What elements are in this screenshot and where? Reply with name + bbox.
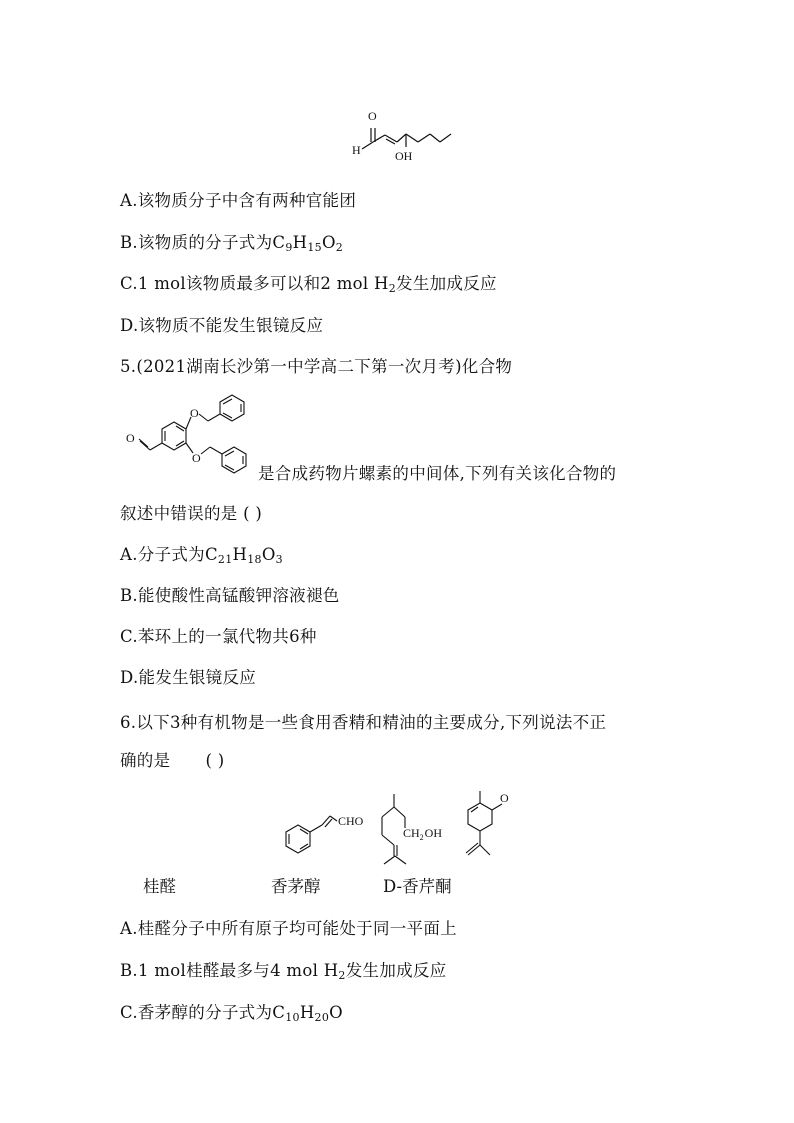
q6-option-b — [120, 960, 447, 982]
formula-element: C — [272, 1003, 286, 1022]
formula-element: C — [204, 545, 218, 564]
q6-ch2oh-ch: CH — [403, 826, 420, 840]
q6-answer-paren: ( ) — [205, 751, 225, 770]
q4-option-d: D.该物质不能发生银镜反应 — [120, 316, 324, 335]
formula-subscript: 2 — [338, 969, 346, 982]
q6-stem-line-2 — [120, 750, 225, 772]
formula-element: O — [261, 545, 276, 564]
formula-subscript: 20 — [314, 1011, 330, 1024]
formula-subscript: 3 — [275, 553, 283, 566]
formula-subscript: 9 — [285, 241, 293, 254]
q5-stem-line-3: 叙述中错误的是 ( ) — [120, 504, 263, 523]
q4-option-b — [120, 232, 343, 254]
q5-option-d: D.能发生银镜反应 — [120, 668, 257, 687]
q5-aldehyde-oxygen-label: O — [126, 431, 135, 445]
formula-element: C — [272, 233, 286, 252]
q6-caption-cinnamaldehyde: 桂醛 — [143, 877, 176, 896]
q4-molecule-structure — [340, 104, 460, 174]
q6-stem-line-1: 6.以下3种有机物是一些食用香精和精油的主要成分,下列说法不正 — [120, 713, 607, 732]
q5-stem-line-2: 是合成药物片螺素的中间体,下列有关该化合物的 — [258, 464, 617, 483]
formula-element: H — [292, 233, 308, 252]
q5-option-a-text: A.分子式为 — [120, 545, 205, 564]
q4-oxygen-label: O — [368, 109, 377, 123]
q5-option-c: C.苯环上的一氯代物共6种 — [120, 627, 317, 646]
q6-option-b-text: B.1 mol桂醛最多与4 mol H — [120, 961, 339, 980]
formula-subscript: 18 — [247, 553, 262, 566]
formula-element: O — [321, 233, 336, 252]
formula-subscript: 15 — [307, 241, 322, 254]
q6-ch2oh-oh: OH — [424, 826, 443, 840]
formula-subscript: 21 — [217, 553, 233, 566]
q4-option-c — [120, 273, 497, 295]
q6-option-c-text: C.香茅醇的分子式为 — [120, 1003, 273, 1022]
q6-cho-label: CHO — [338, 814, 364, 828]
q6-caption-carvone: D-香芹酮 — [383, 877, 452, 896]
q6-ch2oh-sub: 2 — [419, 833, 424, 842]
q6-option-a: A.桂醛分子中所有原子均可能处于同一平面上 — [120, 919, 457, 938]
formula-subscript: 2 — [388, 282, 397, 295]
q6-option-c — [120, 1002, 343, 1024]
q4-option-c-text: C.1 mol该物质最多可以和2 mol H — [120, 274, 389, 293]
formula-element: O — [329, 1003, 343, 1022]
formula-subscript: 10 — [285, 1011, 300, 1024]
q6-caption-citronellol: 香茅醇 — [271, 877, 321, 896]
q5-molecule-structure — [124, 392, 258, 482]
q6-carvone-structure — [458, 785, 528, 865]
q4-option-c-suffix: 发生加成反应 — [396, 274, 497, 293]
formula-subscript: 2 — [335, 241, 344, 254]
q4-option-a: A.该物质分子中含有两种官能团 — [120, 191, 357, 210]
formula-element: H — [299, 1003, 315, 1022]
q5-option-a — [120, 544, 283, 566]
q4-hydroxyl-label: OH — [395, 149, 413, 163]
q6-cinnamaldehyde-structure — [280, 808, 372, 868]
q4-hydrogen-label: H — [352, 143, 361, 157]
q5-stem-line-1: 5.(2021湖南长沙第一中学高二下第一次月考)化合物 — [120, 357, 513, 376]
q6-citronellol-structure — [372, 790, 462, 866]
q5-option-b: B.能使酸性高锰酸钾溶液褪色 — [120, 586, 340, 605]
q5-ether-oxygen-label: O — [192, 451, 201, 465]
q6-option-b-suffix: 发生加成反应 — [345, 961, 447, 980]
q4-option-b-text: B.该物质的分子式为 — [120, 233, 273, 252]
q5-ether-oxygen-label: O — [190, 406, 199, 420]
formula-element: H — [232, 545, 248, 564]
q6-ch2oh-label — [403, 826, 442, 842]
q6-ketone-oxygen-label: O — [500, 791, 509, 805]
q6-stem-text: 确的是 — [120, 751, 171, 770]
